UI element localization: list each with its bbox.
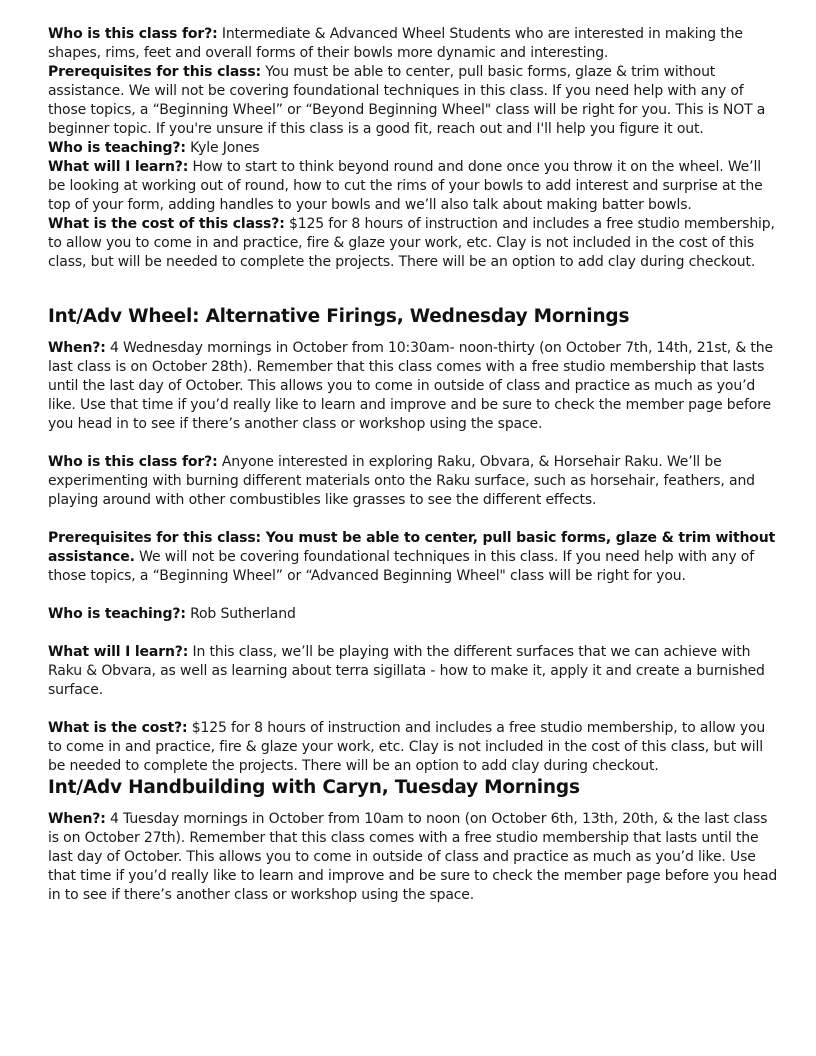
class-prerequisites: Prerequisites for this class: You must be able to center, pull basic forms, glaze & trim without assistance. We will not be covering foundational techniques in this class. If you need help with any of those topics, a “Beginning Wheel” or “Beyond Beginning Wheel" class will be right for you. This is NOT a beginner topic. If you're unsure if this class is a good fit, reach out and I'll help you figure it out. [48, 64, 766, 137]
class-learn: What will I learn?: How to start to think beyond round and done once you throw it on the wheel. We’ll be looking at working out of round, how to cut the rims of your bowls to add interest and surprise at the top of your form, adding handles to your bowls and we’ll also talk about making batter bowls. [48, 159, 763, 213]
class-cost: What is the cost of this class?: $125 for 8 hours of instruction and includes a free studio membership, to allow you to come in and practice, fire & glaze your work, etc. Clay is not included in the cost of this class, but will be needed to complete the projects. There will be an option to add clay during checkout. [48, 216, 775, 270]
class-when: When?: 4 Wednesday mornings in October from 10:30am- noon-thirty (on October 7th, 14th, 21st, & the last class is on October 28th). Remember that this class comes with a free studio membership that lasts until the last day of October. This allows you to come in outside of class and practice as much as you’d like. Use that time if you’d really like to learn and improve and be sure to check the member page before you head in to see if there’s another class or workshop using the space. [48, 340, 773, 432]
class-when: When?: 4 Tuesday mornings in October from 10am to noon (on October 6th, 13th, 20th, & the last class is on October 27th). Remember that this class comes with a free studio membership that lasts until the last day of October. This allows you to come in outside of class and practice as much as you’d like. Use that time if you’d really like to learn and improve and be sure to check the member page before you head in to see if there’s another class or workshop using the space. [48, 811, 778, 903]
class-cost: What is the cost?: $125 for 8 hours of instruction and includes a free studio membership, to allow you to come in and practice, fire & glaze your work, etc. Clay is not included in the cost of this class, but will be needed to complete the projects. There will be an option to add clay during checkout. [48, 720, 766, 774]
class-audience: Who is this class for?: Intermediate & Advanced Wheel Students who are interested in making the shapes, rims, feet and overall forms of their bowls more dynamic and interesting. [48, 26, 743, 61]
class-audience: Who is this class for?: Anyone interested in exploring Raku, Obvara, & Horsehair Raku. We’ll be experimenting with burning different materials onto the Raku surface, such as horsehair, feathers, and playing around with other combustibles like grasses to see the different effects. [48, 454, 755, 508]
document-page [48, 25, 778, 905]
class-prerequisites: Prerequisites for this class: You must be able to center, pull basic forms, glaze & trim without assistance. We will not be covering foundational techniques in this class. If you need help with any of those topics, a “Beginning Wheel” or “Advanced Beginning Wheel" class will be right for you. [48, 530, 776, 584]
class-learn: What will I learn?: In this class, we’ll be playing with the different surfaces that we can achieve with Raku & Obvara, as well as learning about terra sigillata - how to make it, apply it and create a burnished surface. [48, 644, 765, 698]
class-teacher: Who is teaching?: Kyle Jones [48, 140, 260, 156]
section-heading-handbuilding: Int/Adv Handbuilding with Caryn, Tuesday Mornings [48, 777, 580, 798]
section-heading-alternative-firings: Int/Adv Wheel: Alternative Firings, Wednesday Mornings [48, 306, 630, 327]
class-teacher: Who is teaching?: Rob Sutherland [48, 606, 296, 622]
